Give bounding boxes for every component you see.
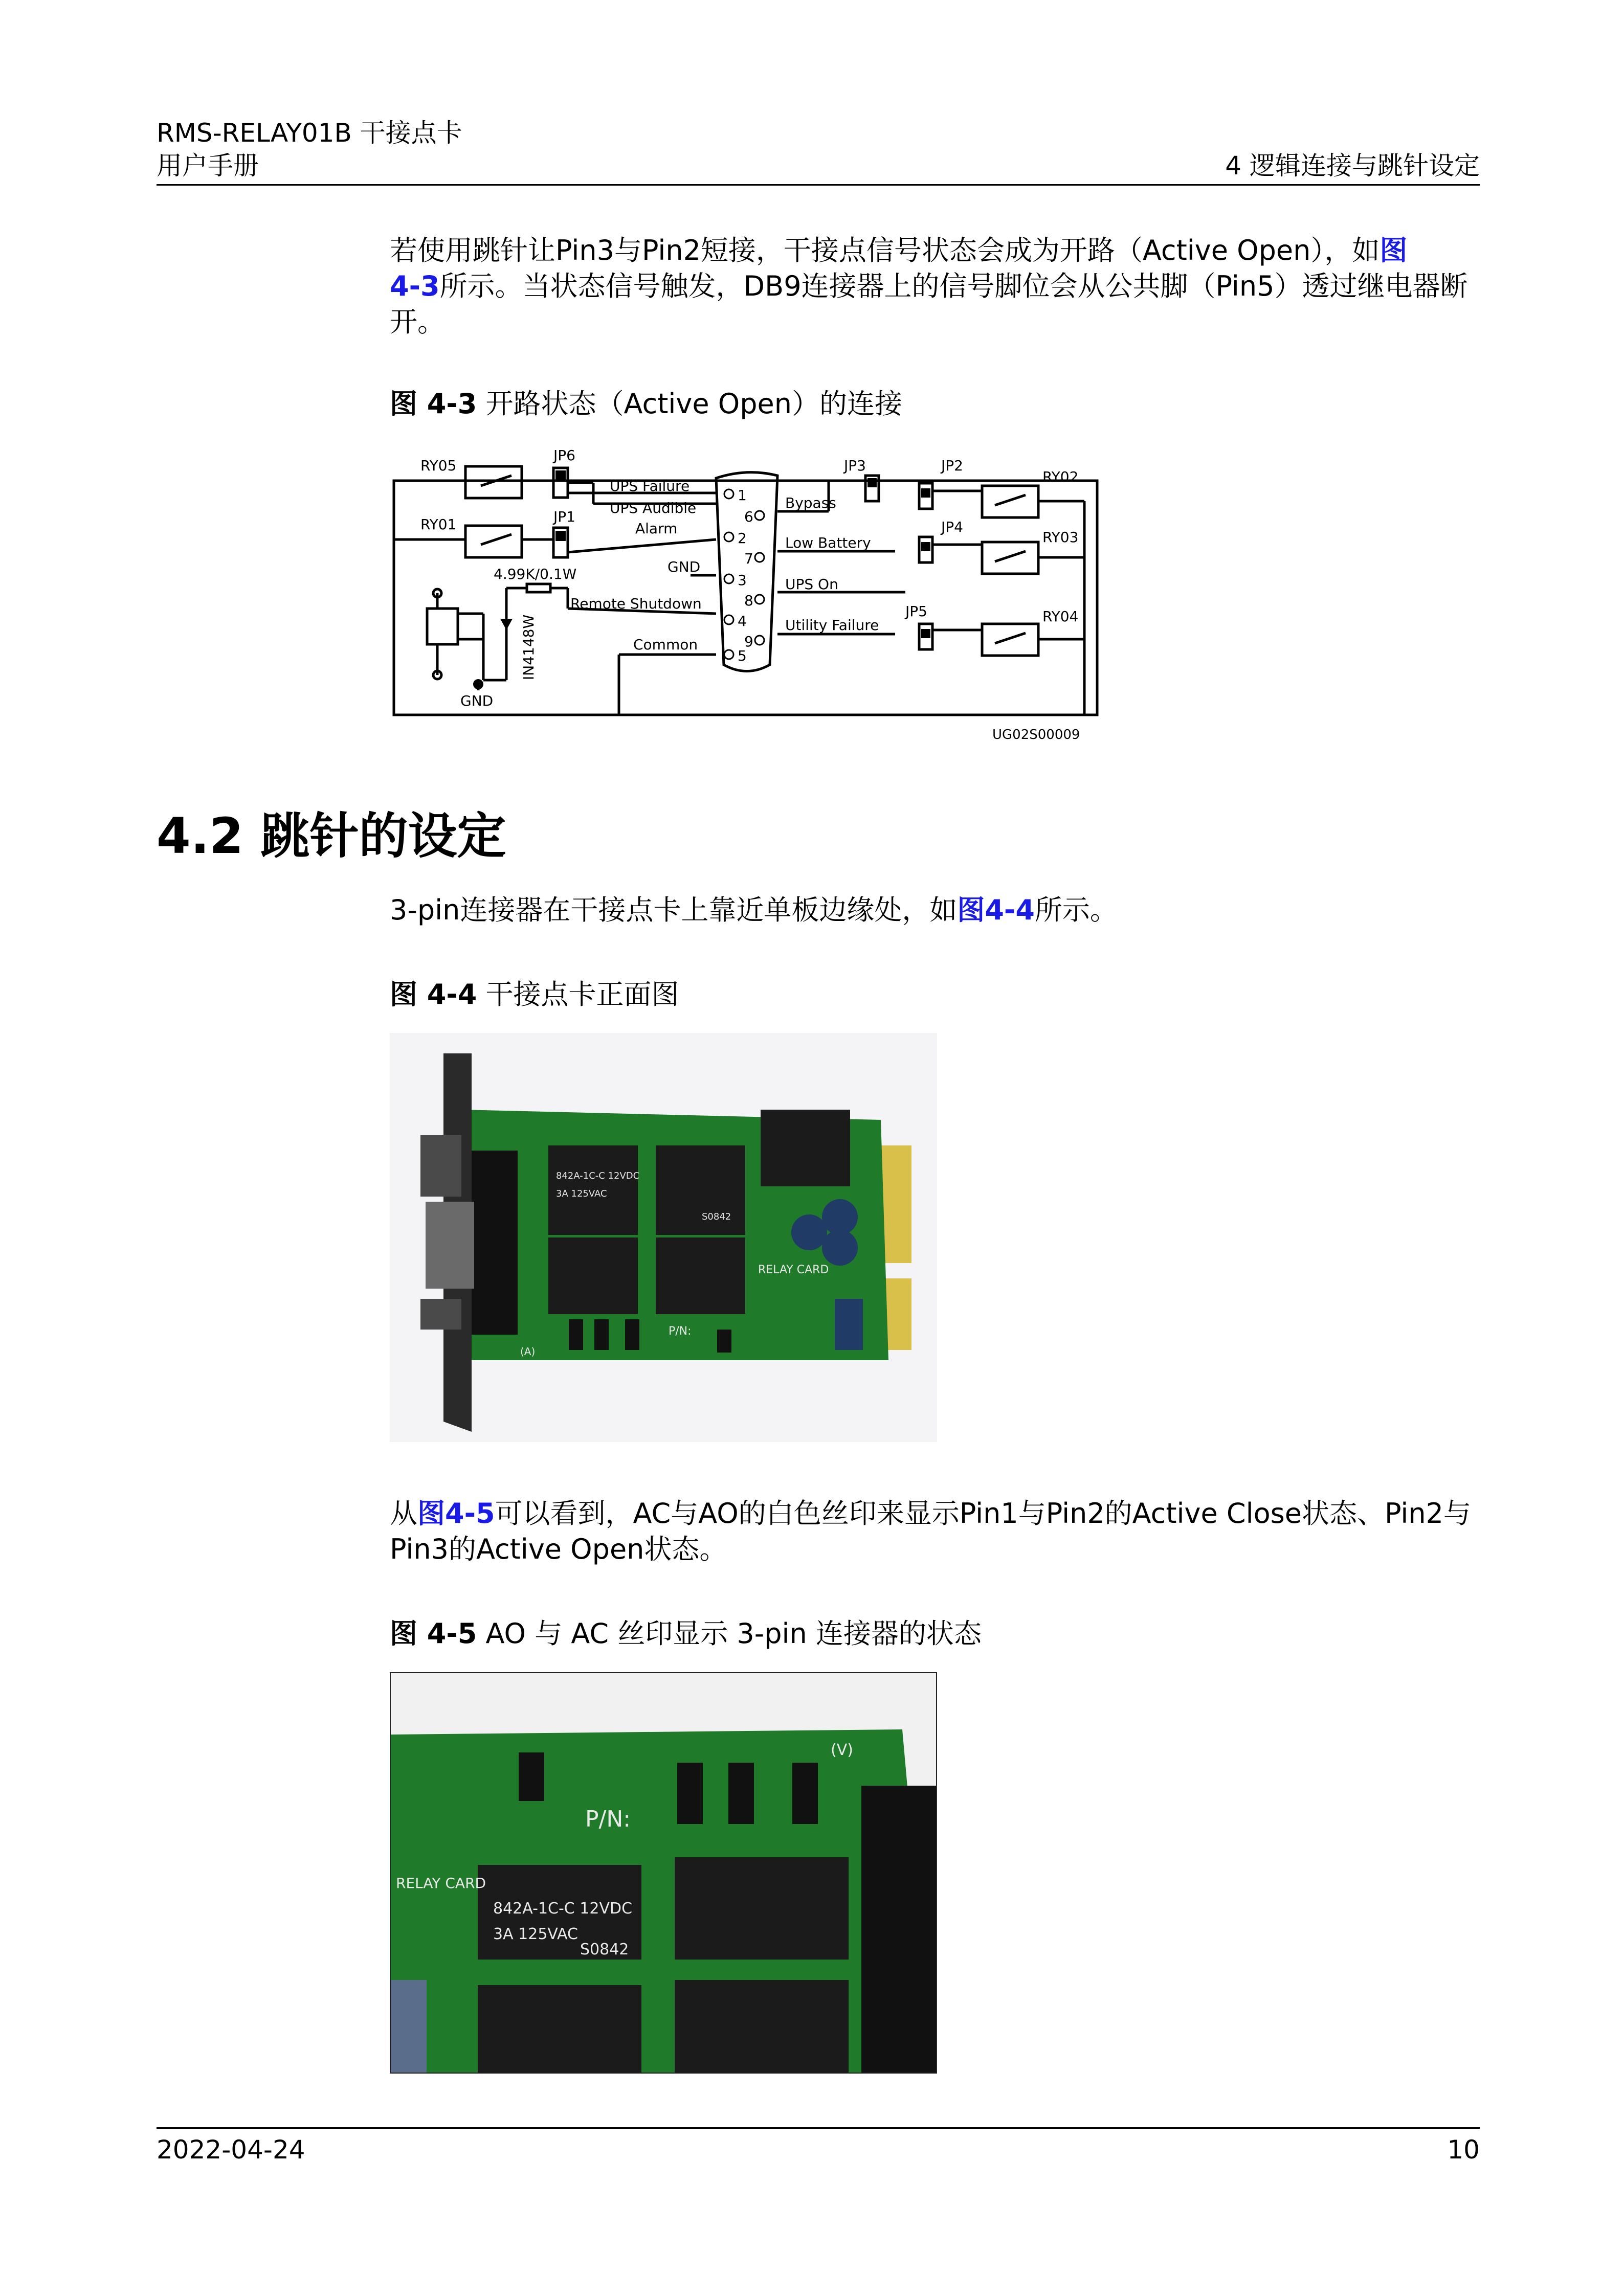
figure-label: 图 4-5 [390,1617,477,1650]
paragraph-text: 可以看到，AC与AO的白色丝印来显示Pin1与Pin2的Active Close状态、Pin2与Pin3的Active Open状态。 [390,1497,1471,1565]
pin-7: 7 [744,550,753,567]
signal-bypass: Bypass [785,494,836,511]
relay-marking: 842A-1C-C 12VDC [493,1900,633,1918]
figure-4-3-link-number[interactable]: 4-3 [390,270,440,302]
paragraph-text-continued: 所示。当状态信号触发，DB9连接器上的信号脚位会从公共脚（Pin5）透过继电器断开。 [390,270,1468,338]
diode-label: IN4148W [520,614,537,680]
pin-9: 9 [744,633,753,650]
paragraph-text-start: 从 [390,1497,417,1529]
figure-label: 图 4-4 [390,978,477,1010]
jumper-label-jp5: JP5 [905,603,927,620]
figure-title: 开路状态（Active Open）的连接 [485,388,902,420]
signal-remote-shutdown: Remote Shutdown [570,595,702,612]
active-open-wiring-diagram [389,440,1115,752]
silkscreen-mark: (V) [831,1741,853,1759]
card-label: RELAY CARD [396,1875,486,1892]
signal-alarm: Alarm [635,520,678,537]
pn-label: P/N: [585,1806,631,1832]
figure-label: 图 4-3 [390,388,477,420]
signal-gnd: GND [668,558,701,575]
pn-label: P/N: [669,1325,692,1338]
pin-6: 6 [744,508,753,525]
header-product: RMS-RELAY01B 干接点卡 [157,118,462,148]
pin-5: 5 [738,647,747,664]
relay-label-ry05: RY05 [420,457,457,474]
silkscreen-mark: (A) [520,1345,536,1358]
figure-title: AO 与 AC 丝印显示 3-pin 连接器的状态 [485,1617,982,1650]
figure-4-3-link[interactable]: 图 [1380,234,1408,266]
relay-rating: 3A 125VAC [556,1188,607,1199]
paragraph-text: 若使用跳针让Pin3与Pin2短接，干接点信号状态会成为开路（Active Open），如 [390,234,1380,266]
figure-4-3-caption [390,386,902,422]
paragraph-ao-ac-silkscreen [390,1496,1484,1567]
footer-page-number: 10 [1447,2135,1480,2165]
figure-title: 干接点卡正面图 [485,978,679,1010]
figure-code: UG02S00009 [992,727,1080,742]
resistor-label: 4.99K/0.1W [494,566,577,582]
relay-label-ry03: RY03 [1042,529,1079,546]
figure-4-4-link[interactable]: 图4-4 [957,894,1035,926]
card-label: RELAY CARD [758,1264,829,1276]
signal-ups-failure: UPS Failure [610,478,690,494]
signal-utility-failure: Utility Failure [785,617,879,634]
relay-label-ry02: RY02 [1042,468,1079,485]
relay-code: S0842 [580,1941,629,1959]
figure-4-5-link[interactable]: 图4-5 [417,1497,495,1529]
signal-common: Common [633,636,698,653]
jumper-label-jp4: JP4 [941,519,963,535]
figure-4-5-caption [390,1616,982,1652]
header-doc-title: 用户手册 [157,151,259,181]
pin-3: 3 [738,572,747,589]
jumper-label-jp1: JP1 [553,508,575,525]
gnd-label: GND [460,692,494,709]
header-chapter: 4 逻辑连接与跳针设定 [1225,151,1480,181]
paragraph-text: 3-pin连接器在干接点卡上靠近单板边缘处，如 [390,894,958,926]
jumper-label-jp6: JP6 [553,447,575,464]
jumper-label-jp3: JP3 [844,457,866,474]
ao-ac-silkscreen-photo [390,1672,937,2074]
signal-ups-on: UPS On [785,576,838,593]
figure-4-4-caption [390,977,679,1012]
relay-rating: 3A 125VAC [493,1925,578,1943]
pin-4: 4 [738,613,747,629]
pin-2: 2 [738,530,747,547]
signal-ups-audible: UPS Audible [610,500,697,516]
relay-code: S0842 [702,1211,731,1222]
relay-marking: 842A-1C-C 12VDC [556,1170,640,1181]
header-rule [157,184,1480,186]
paragraph-text-end: 所示。 [1034,894,1118,926]
section-heading: 4.2 跳针的设定 [157,807,506,865]
pin-8: 8 [744,592,753,609]
footer-date: 2022-04-24 [157,2135,305,2165]
footer-rule [157,2127,1480,2129]
jumper-label-jp2: JP2 [941,457,963,474]
relay-label-ry01: RY01 [420,516,457,533]
paragraph-active-open [390,233,1484,340]
pin-1: 1 [738,487,747,504]
signal-low-battery: Low Battery [785,534,871,551]
paragraph-connector-location [390,892,1118,928]
relay-card-front-photo [390,1033,937,1442]
relay-label-ry04: RY04 [1042,608,1079,625]
